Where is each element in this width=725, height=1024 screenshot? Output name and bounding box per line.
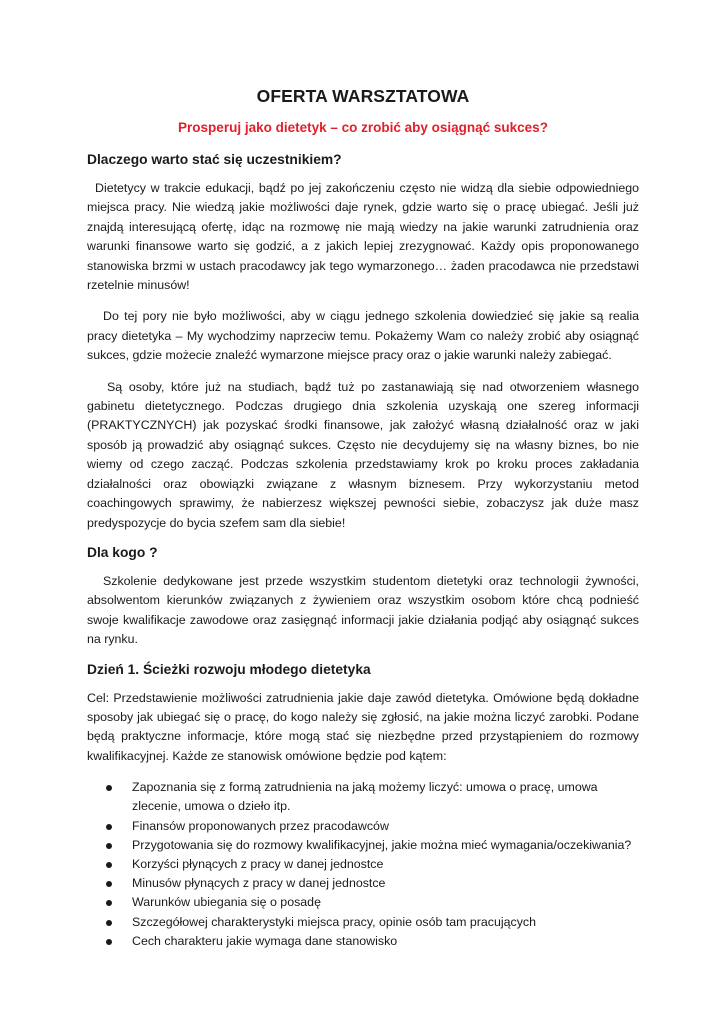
- list-item: Finansów proponowanych przez pracodawców: [87, 817, 639, 836]
- document-content: [87, 86, 639, 951]
- list-item: Cech charakteru jakie wymaga dane stanowisko: [87, 932, 639, 951]
- paragraph-why-2: Do tej pory nie było możliwości, aby w ciągu jednego szkolenia dowiedzieć się jakie są realia pracy dietetyka – My wychodzimy naprzeciw temu. Pokażemy Wam co należy zrobić aby osiągnąć sukces, gdzie możecie znaleźć wymarzone miejsce pracy oraz o jakie warunki należy zabiegać.: [87, 309, 639, 363]
- section-heading-for-whom: Dla kogo ?: [87, 544, 158, 560]
- paragraph-day1-goal: Cel: Przedstawienie możliwości zatrudnienia jakie daje zawód dietetyka. Omówione będą dokładne sposoby jak ubiegać się o pracę, do kogo należy się zgłosić, na jakie można liczyć zarobki. Podane będą praktyczne informacje, które mogą stać się niezbędne przed przystąpieniem do rozmowy kwalifikacyjnej. Każde ze stanowisk omówione będzie pod kątem:: [87, 690, 639, 763]
- section-heading-day1: Dzień 1. Ścieżki rozwoju młodego dietetyka: [87, 661, 371, 677]
- list-item: Szczegółowej charakterystyki miejsca pracy, opinie osób tam pracujących: [87, 913, 639, 932]
- bullet-icon: [106, 785, 112, 791]
- document-title: OFERTA WARSZTATOWA: [256, 86, 470, 106]
- bullet-icon: [106, 824, 112, 830]
- bullet-icon: [106, 843, 112, 849]
- paragraph-for-whom: Szkolenie dedykowane jest przede wszystkim studentom dietetyki oraz technologii żywności, absolwentom kierunków związanych z żywieniem oraz wszystkim osobom które chcą podnieść swoje kwalifikacje zawodowe oraz zasięgnąć informacji jakie działania podjąć aby osiągnąć sukces na rynku.: [87, 573, 639, 647]
- bullet-icon: [106, 900, 112, 906]
- section-heading-why: Dlaczego warto stać się uczestnikiem?: [87, 152, 342, 167]
- bullet-icon: [106, 881, 112, 887]
- document-subtitle: Prosperuj jako dietetyk – co zrobić aby osiągnąć sukces?: [178, 120, 548, 135]
- list-item: Minusów płynących z pracy w danej jednostce: [87, 874, 639, 893]
- list-item: Warunków ubiegania się o posadę: [87, 893, 639, 912]
- list-item: Korzyści płynących z pracy w danej jednostce: [87, 855, 639, 874]
- bullet-icon: [106, 862, 112, 868]
- bullet-icon: [106, 920, 112, 926]
- paragraph-why-3: Są osoby, które już na studiach, bądź tuż po zastanawiają się nad otworzeniem własnego gabinetu dietetycznego. Podczas drugiego dnia szkolenia uzyskają one szereg informacji (PRAKTYCZNYCH) jak pozyskać środki finansowe, jak założyć własną działalność oraz w jaki sposób ją prowadzić aby osiągnąć sukces. Często nie decydujemy się na własny biznes, bo nie wiemy od czego zacząć. Podczas szkolenia przedstawiamy krok po kroku proces zakładania działalności oraz obowiązki związane z własnym biznesem. Przy wykorzystaniu metod coachingowych sprawimy, że nabierzesz większej pewności siebie, zobaczysz jak duże masz predyspozycje do bycia szefem sam dla siebie!: [87, 379, 639, 530]
- list-item: Przygotowania się do rozmowy kwalifikacyjnej, jakie można mieć wymagania/oczekiwania?: [87, 836, 639, 855]
- list-item: Zapoznania się z formą zatrudnienia na jaką możemy liczyć: umowa o pracę, umowa zlecenie, umowa o dzieło itp.: [87, 778, 639, 816]
- paragraph-why-1: Dietetycy w trakcie edukacji, bądź po jej zakończeniu często nie widzą dla siebie odpowiedniego miejsca pracy. Nie wiedzą jakie możliwości daje rynek, gdzie warto się o pracę ubiegać. Jeśli już znajdą interesującą ofertę, idąc na rozmowę nie mają wiedzy na jakie warunki zatrudnienia oraz warunki finansowe warto się godzić, a z jakich lepiej zrezygnować. Każdy opis proponowanego stanowiska brzmi w ustach pracodawcy jak tego wymarzonego… żaden pracodawca nie przedstawi rzetelnie minusów!: [87, 181, 639, 293]
- bullet-icon: [106, 939, 112, 945]
- day1-bullet-list: [87, 778, 639, 951]
